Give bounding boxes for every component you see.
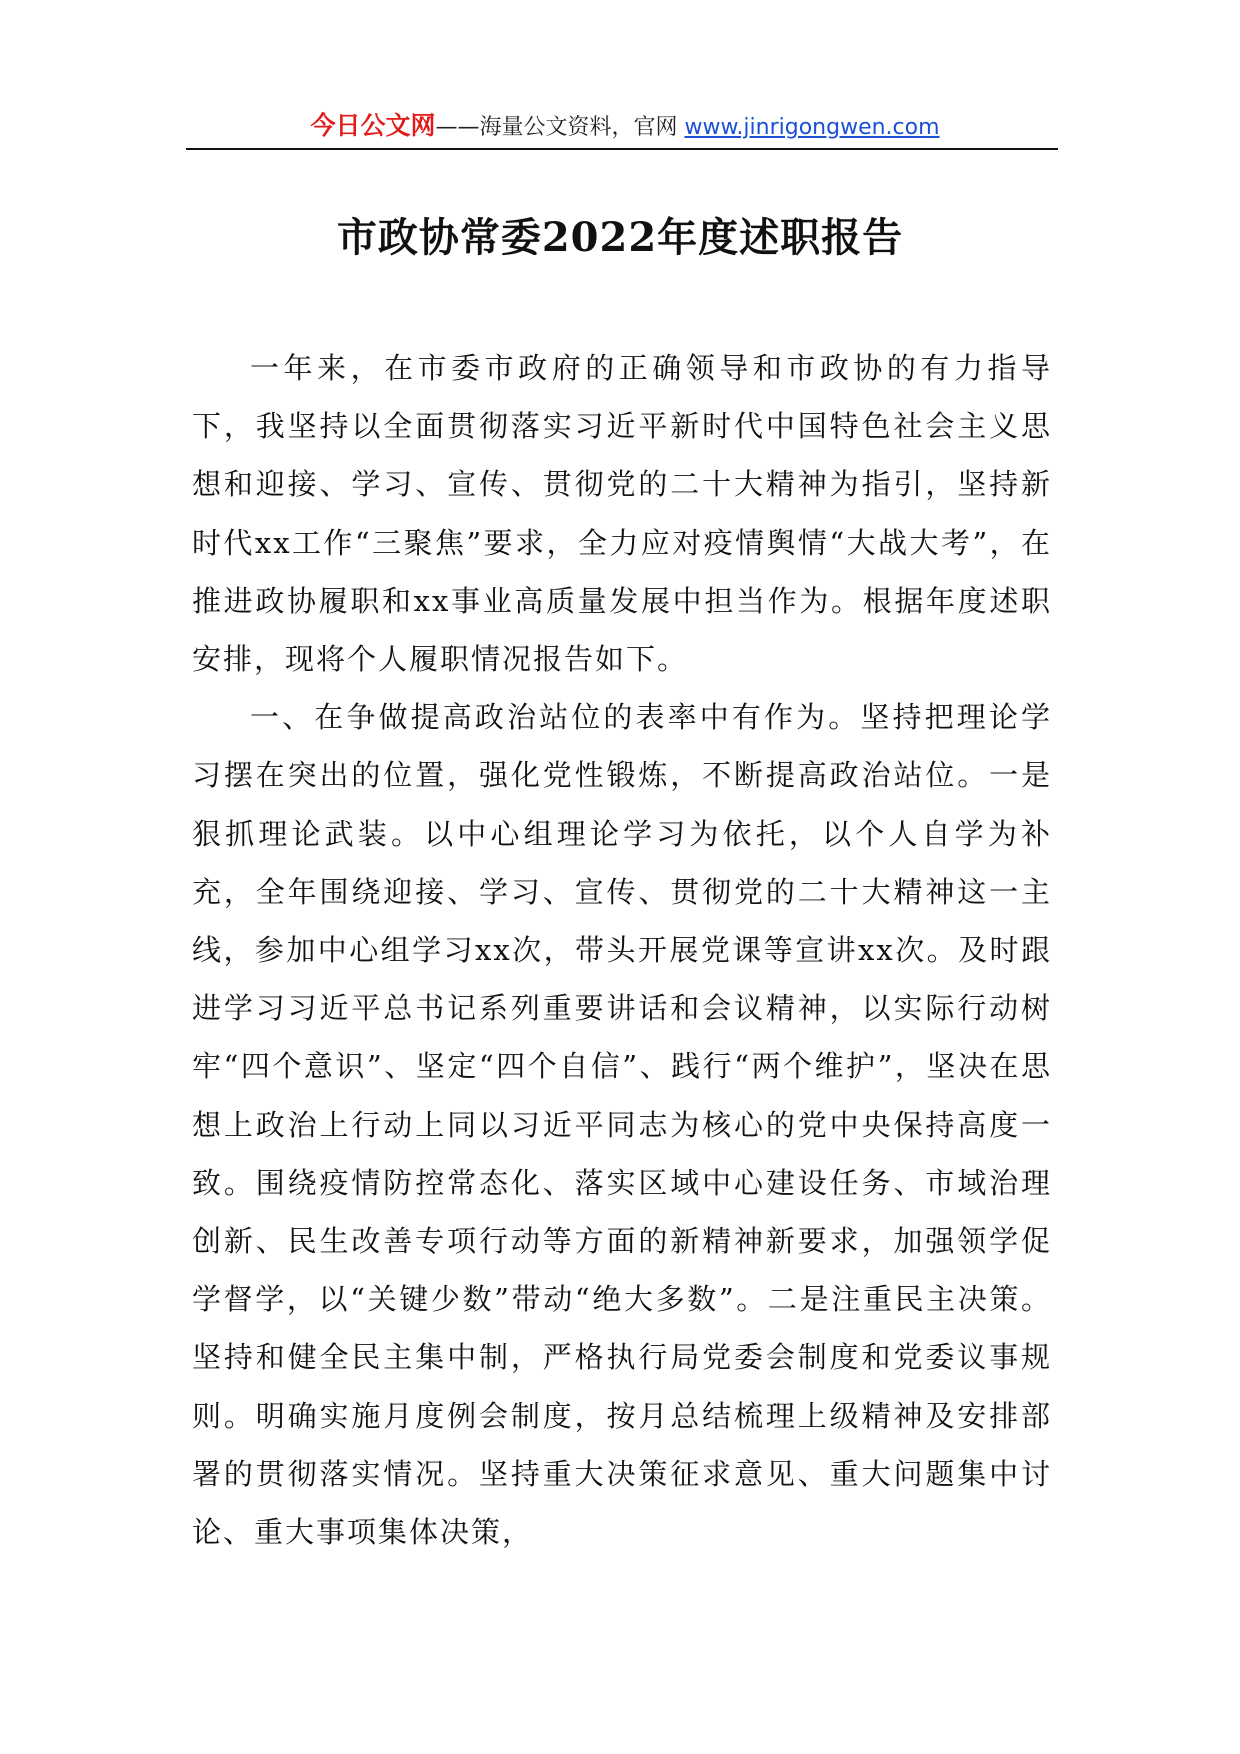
body-paragraph: 一年来，在市委市政府的正确领导和市政协的有力指导下，我坚持以全面贯彻落实习近平新时代中国特色社会主义思想和迎接、学习、宣传、贯彻党的二十大精神为指引，坚持新时代xx工作“三聚焦”要求，全力应对疫情舆情“大战大考”，在推进政协履职和xx事业高质量发展中担当作为。根据年度述职安排，现将个人履职情况报告如下。: [192, 351, 1052, 677]
site-header: [190, 108, 1060, 148]
header-divider: [186, 148, 1058, 150]
site-brand: 今日公文网: [310, 111, 436, 140]
document-title: 市政协常委2022年度述职报告: [336, 214, 904, 261]
site-url-link[interactable]: www.jinrigongwen.com: [684, 115, 940, 140]
site-tagline: ——海量公文资料，官网: [435, 115, 685, 140]
body-paragraph: 一、在争做提高政治站位的表率中有作为。坚持把理论学习摆在突出的位置，强化党性锻炼，不断提高政治站位。一是狠抓理论武装。以中心组理论学习为依托，以个人自学为补充，全年围绕迎接、学习、宣传、贯彻党的二十大精神这一主线，参加中心组学习xx次，带头开展党课等宣讲xx次。及时跟进学习习近平总书记系列重要讲话和会议精神，以实际行动树牢“四个意识”、坚定“四个自信”、践行“两个维护”，坚决在思想上政治上行动上同以习近平同志为核心的党中央保持高度一致。围绕疫情防控常态化、落实区域中心建设任务、市域治理创新、民生改善专项行动等方面的新精神新要求，加强领学促学督学，以“关键少数”带动“绝大多数”。二是注重民主决策。坚持和健全民主集中制，严格执行局党委会制度和党委议事规则。明确实施月度例会制度，按月总结梳理上级精神及安排部署的贯彻落实情况。坚持重大决策征求意见、重大问题集中讨论、重大事项集体决策，: [192, 700, 1052, 1550]
document-body: [192, 339, 1052, 1561]
